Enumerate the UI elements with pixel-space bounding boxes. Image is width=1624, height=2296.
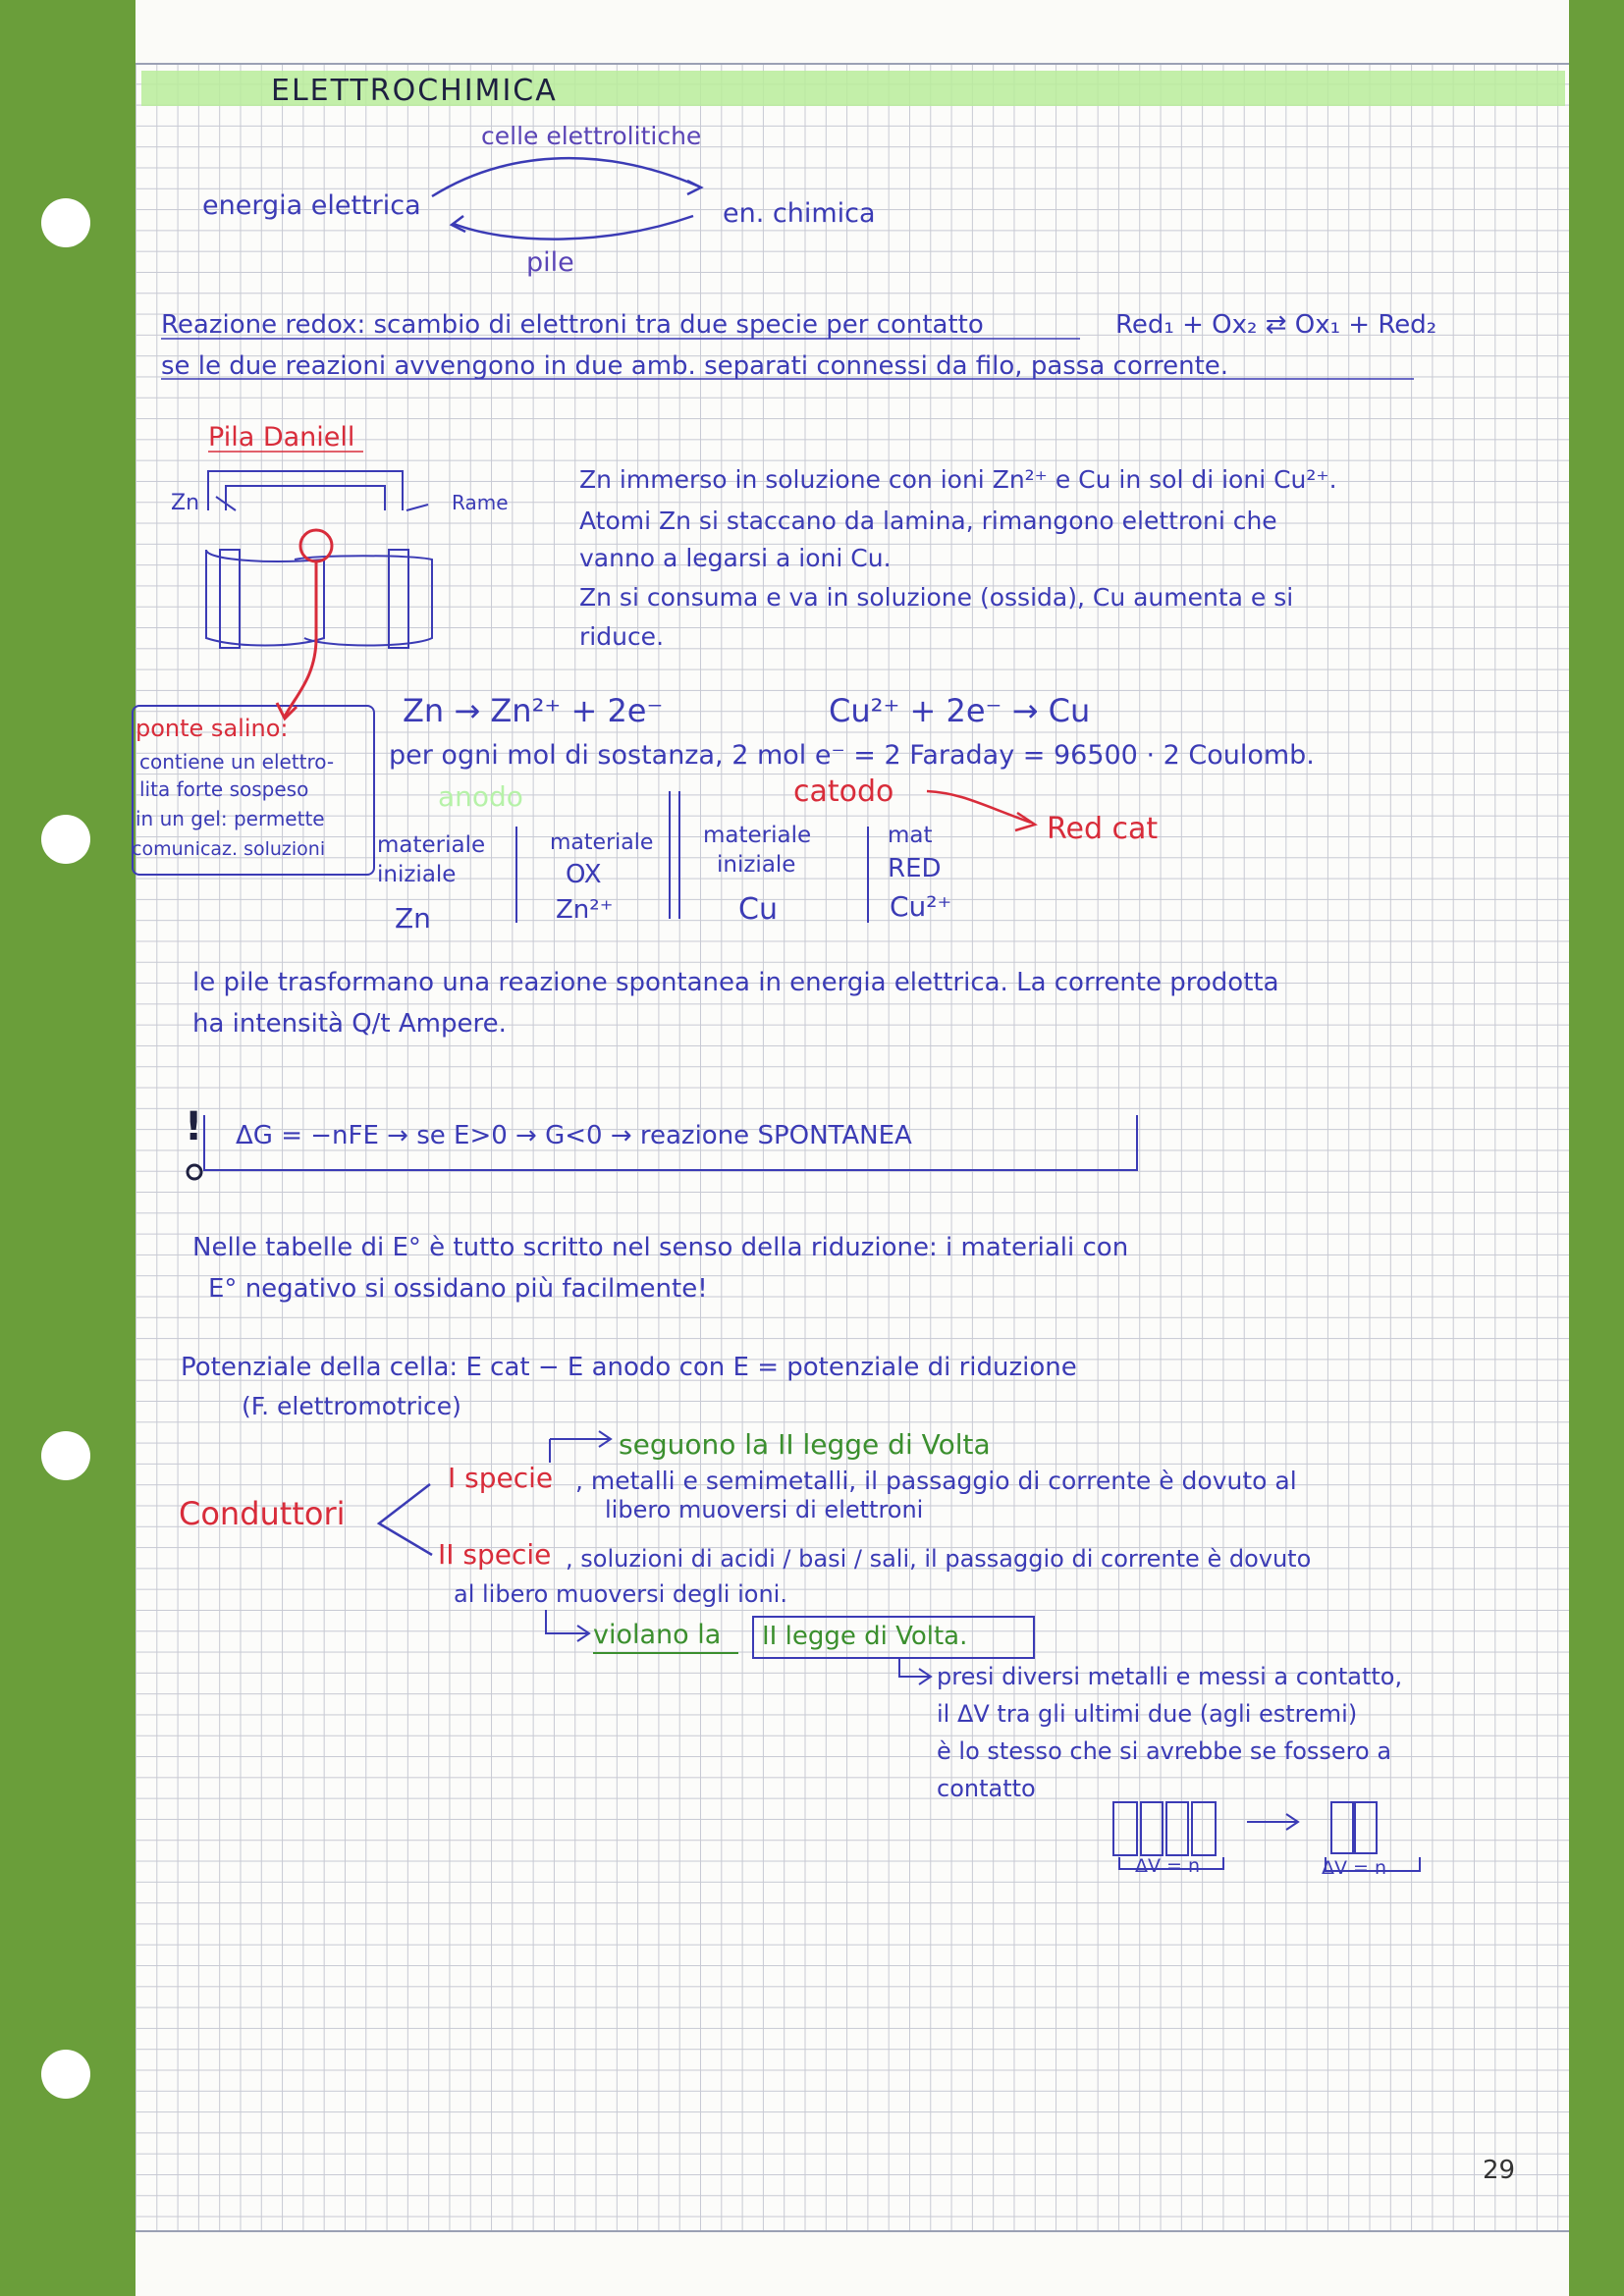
daniell-heading: Pila Daniell — [208, 422, 355, 453]
tabelle-line-1: Nelle tabelle di E° è tutto scritto nel senso della riduzione: i materiali con — [192, 1233, 1129, 1262]
daniell-desc-3: vanno a legarsi a ioni Cu. — [579, 544, 892, 572]
ponte-salino-text-4: comunicaz. soluzioni — [132, 838, 326, 860]
ii-specie-label: II specie — [438, 1538, 552, 1571]
daniell-desc-4: Zn si consuma e va in soluzione (ossida), Cu aumenta e si — [579, 583, 1294, 612]
cu-pointer — [406, 505, 428, 510]
cycle-arrowhead-bottom — [452, 216, 465, 232]
ii-specie-text-2: al libero muoversi degli ioni. — [454, 1580, 787, 1608]
i-specie-text-2: libero muoversi di elettroni — [605, 1496, 924, 1523]
presi-line-2: il ΔV tra gli ultimi due (agli estremi) — [937, 1700, 1358, 1728]
i-specie-label: I specie — [448, 1462, 554, 1494]
violano-arrow-line — [546, 1610, 587, 1633]
i-specie-text-1: , metalli e semimetalli, il passaggio di corrente è dovuto al — [575, 1467, 1297, 1495]
salt-bridge-tube — [208, 471, 403, 510]
presi-line-3: è lo stesso che si avrebbe se fossero a — [937, 1737, 1392, 1765]
daniell-zn-label: Zn — [171, 491, 200, 515]
pile-text-1: le pile trasformano una reazione spontanea in energia elettrica. La corrente prodotta — [192, 968, 1279, 997]
delta-v-label-1: ΔV = n — [1135, 1855, 1201, 1877]
potenziale-line-2: (F. elettromotrice) — [242, 1392, 461, 1420]
cycle-arrow-bottom — [454, 216, 693, 240]
seguono-volta: seguono la II legge di Volta — [619, 1428, 991, 1461]
cycle-bottom-label: pile — [526, 247, 574, 278]
table-col2-value: Zn²⁺ — [556, 895, 614, 925]
pile-text-2: ha intensità Q/t Ampere. — [192, 1009, 507, 1039]
delta-v-label-2: ΔV = n — [1322, 1857, 1387, 1879]
ponte-salino-text-2: lita forte sospeso — [139, 777, 309, 801]
redox-line-2: se le due reazioni avvengono in due amb. separati connessi da filo, passa corrente. — [161, 351, 1229, 381]
table-col2-h1: materiale — [550, 830, 654, 855]
zn-electrode — [220, 550, 240, 648]
faraday-line: per ogni mol di sostanza, 2 mol e⁻ = 2 Faraday = 96500 · 2 Coulomb. — [389, 740, 1315, 771]
table-col3-value: Cu — [738, 892, 778, 927]
table-col1-h1: materiale — [377, 832, 486, 858]
cycle-arrowhead-top — [687, 181, 701, 194]
catodo-arrow — [927, 791, 1031, 823]
ponte-salino-text-1: contiene un elettro- — [139, 750, 335, 774]
ii-specie-text-1: , soluzioni di acidi / basi / sali, il passaggio di corrente è dovuto — [566, 1545, 1312, 1573]
conduttori-label: Conduttori — [179, 1495, 346, 1532]
redox-equation: Red₁ + Ox₂ ⇄ Ox₁ + Red₂ — [1115, 310, 1437, 340]
redox-line-1: Reazione redox: scambio di elettroni tra due specie per contatto — [161, 310, 984, 340]
metals-pair-sketch — [1326, 1802, 1420, 1871]
gibbs-box — [204, 1115, 1137, 1170]
daniell-cell-sketch — [206, 471, 432, 648]
gibbs-formula: ΔG = −nFE → se E>0 → G<0 → reazione SPONTANEA — [236, 1121, 912, 1150]
table-col4-value: Cu²⁺ — [890, 890, 952, 923]
anodo-label: anodo — [438, 780, 523, 813]
potenziale-line-1: Potenziale della cella: E cat − E anodo con E = potenziale di riduzione — [181, 1353, 1077, 1382]
cycle-arrow-top — [432, 158, 699, 196]
cycle-right-label: en. chimica — [723, 198, 876, 229]
daniell-cu-label: Rame — [452, 491, 509, 514]
half-reaction-cu: Cu²⁺ + 2e⁻ → Cu — [829, 692, 1091, 729]
cycle-top-label: celle elettrolitiche — [481, 122, 702, 150]
presi-line-1: presi diversi metalli e messi a contatto, — [937, 1663, 1403, 1690]
daniell-desc-2: Atomi Zn si staccano da lamina, rimangono elettroni che — [579, 507, 1277, 535]
daniell-desc-5: riduce. — [579, 622, 665, 651]
metals-stack-sketch — [1113, 1802, 1223, 1869]
half-reaction-zn: Zn → Zn²⁺ + 2e⁻ — [403, 692, 664, 729]
cu-electrode — [389, 550, 408, 648]
gibbs-exclamation-mark: ! — [185, 1104, 203, 1149]
table-col3-h2: iniziale — [717, 852, 796, 878]
violano-label: violano la — [593, 1620, 722, 1650]
table-col1-value: Zn — [395, 902, 431, 934]
ponte-salino-title: ponte salino: — [135, 715, 289, 742]
conduttori-brace — [379, 1484, 432, 1555]
volta-law-box-text: II legge di Volta. — [762, 1622, 968, 1651]
presi-arrow-line — [899, 1659, 929, 1677]
daniell-desc-1: Zn immerso in soluzione con ioni Zn²⁺ e Cu in sol di ioni Cu²⁺. — [579, 465, 1337, 494]
tabelle-line-2: E° negativo si ossidano più facilmente! — [208, 1274, 708, 1304]
page-title: ELETTROCHIMICA — [271, 74, 558, 108]
table-col2-h2: OX — [566, 860, 602, 889]
table-col4-h2: RED — [888, 854, 942, 883]
table-col1-h2: iniziale — [377, 862, 457, 887]
salt-bridge-pointer — [285, 561, 316, 717]
table-col3-h1: materiale — [703, 823, 812, 848]
page-number: 29 — [1483, 2156, 1516, 2185]
cycle-left-label: energia elettrica — [202, 190, 421, 221]
presi-line-4: contatto — [937, 1775, 1036, 1802]
gibbs-exclamation-dot — [188, 1165, 201, 1179]
beaker-left — [206, 550, 324, 646]
red-cat-label: Red cat — [1047, 812, 1159, 846]
table-col4-h1: mat — [888, 823, 933, 848]
ponte-salino-text-3: in un gel: permette — [135, 807, 325, 830]
catodo-label: catodo — [793, 774, 894, 809]
